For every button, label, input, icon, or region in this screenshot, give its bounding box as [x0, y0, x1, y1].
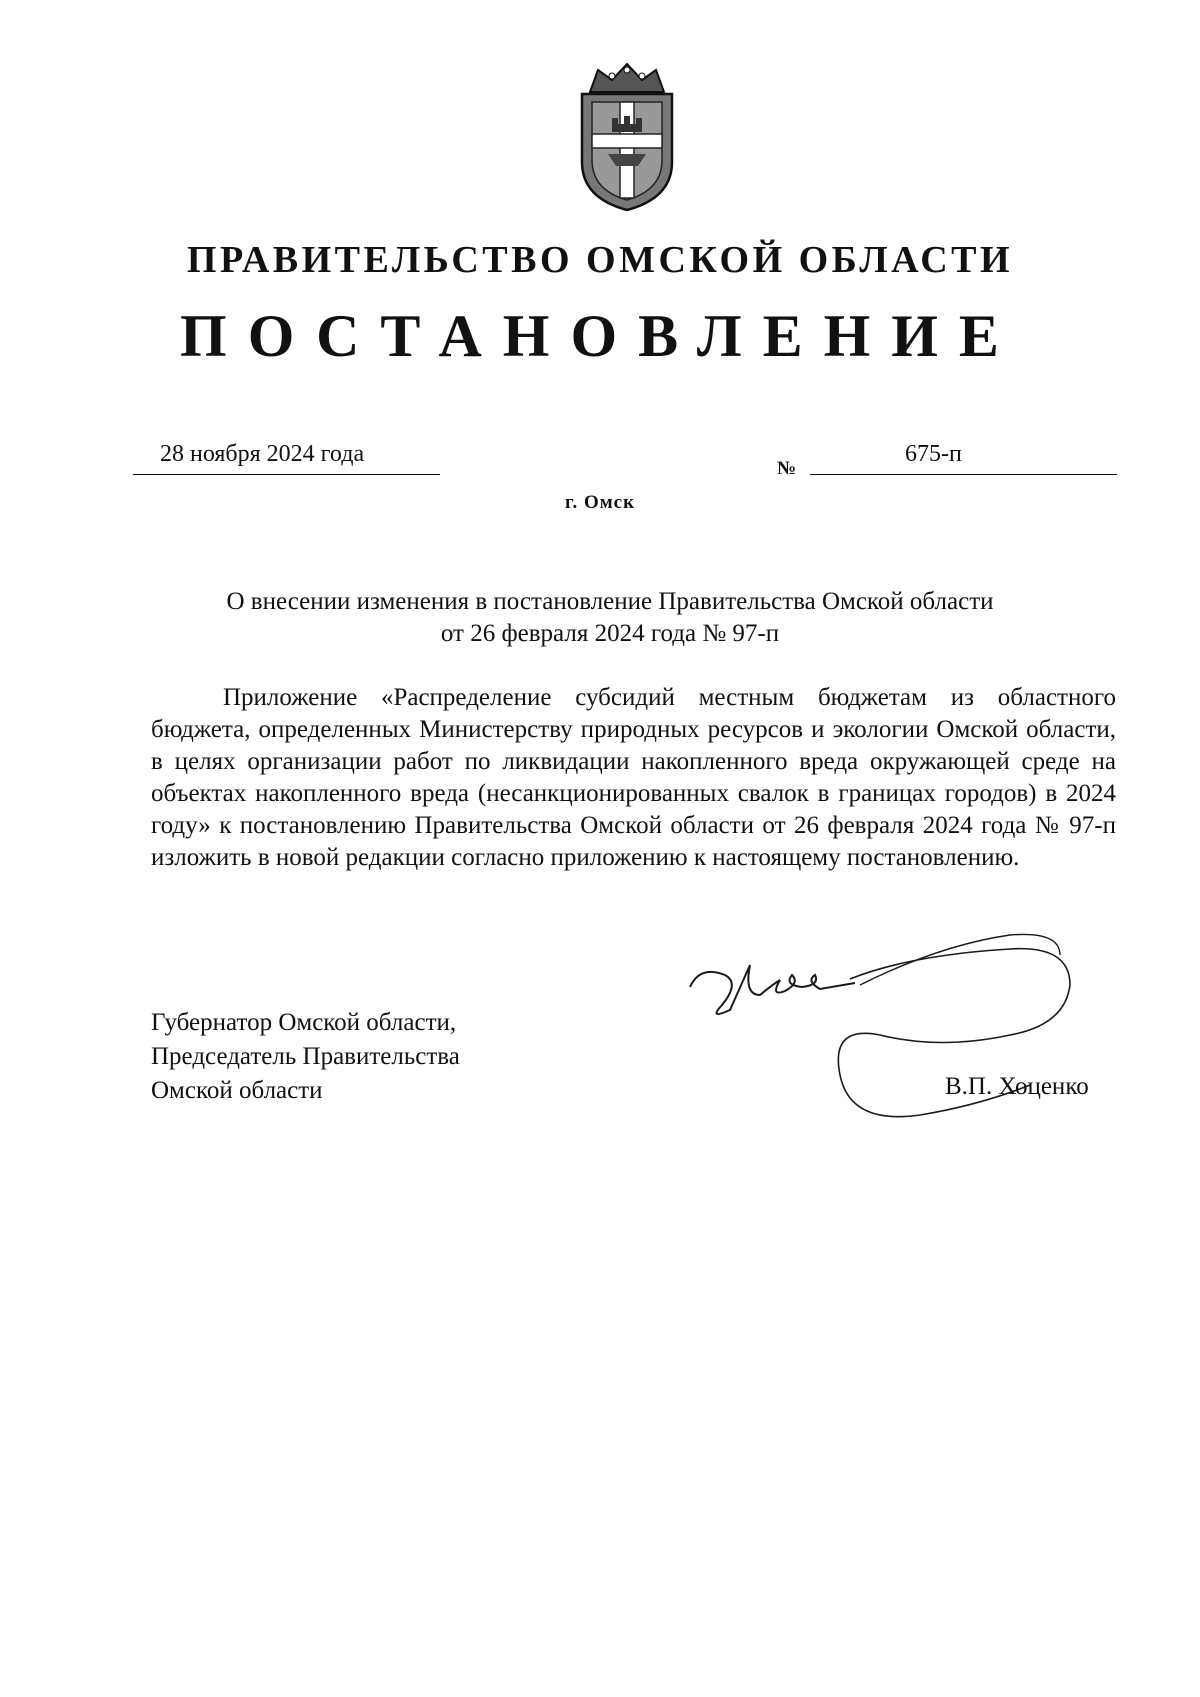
document-subject [140, 586, 1080, 650]
handwritten-signature-icon [680, 925, 1120, 1165]
document-date: 28 ноября 2024 года [160, 441, 365, 467]
position-line-1: Губернатор Омской области, [151, 1009, 457, 1036]
number-label: № [777, 458, 797, 479]
document-type-title: ПОСТАНОВЛЕНИЕ [180, 303, 1020, 369]
organization-title: ПРАВИТЕЛЬСТВО ОМСКОЙ ОБЛАСТИ [186, 239, 1014, 281]
document-number: 675-п [905, 441, 962, 467]
position-line-2: Председатель Правительства [151, 1043, 460, 1070]
signatory-name: В.П. Хоценко [945, 1073, 1089, 1100]
signatory-position [151, 1006, 460, 1108]
subject-line-1: О внесении изменения в постановление Правительства Омской области [226, 588, 994, 615]
subject-line-2: от 26 февраля 2024 года № 97-п [440, 620, 780, 647]
city: г. Омск [564, 492, 636, 513]
number-underline [810, 440, 1117, 475]
position-line-3: Омской области [151, 1077, 323, 1104]
body-paragraph: Приложение «Распределение субсидий местным бюджетам из областного бюджета, определенных Министерству природных ресурсов и экологии Омской области, в целях организации работ по ликвидации накопленного вреда окружающей среде на объектах накопленного вреда (несанкционированных свалок в границах городов) в 2024 году» к постановлению Правительства Омской области от 26 февраля 2024 года № 97-п изложить в новой редакции согласно приложению к настоящему постановлению. [151, 684, 1116, 871]
coat-of-arms-icon [568, 62, 686, 212]
